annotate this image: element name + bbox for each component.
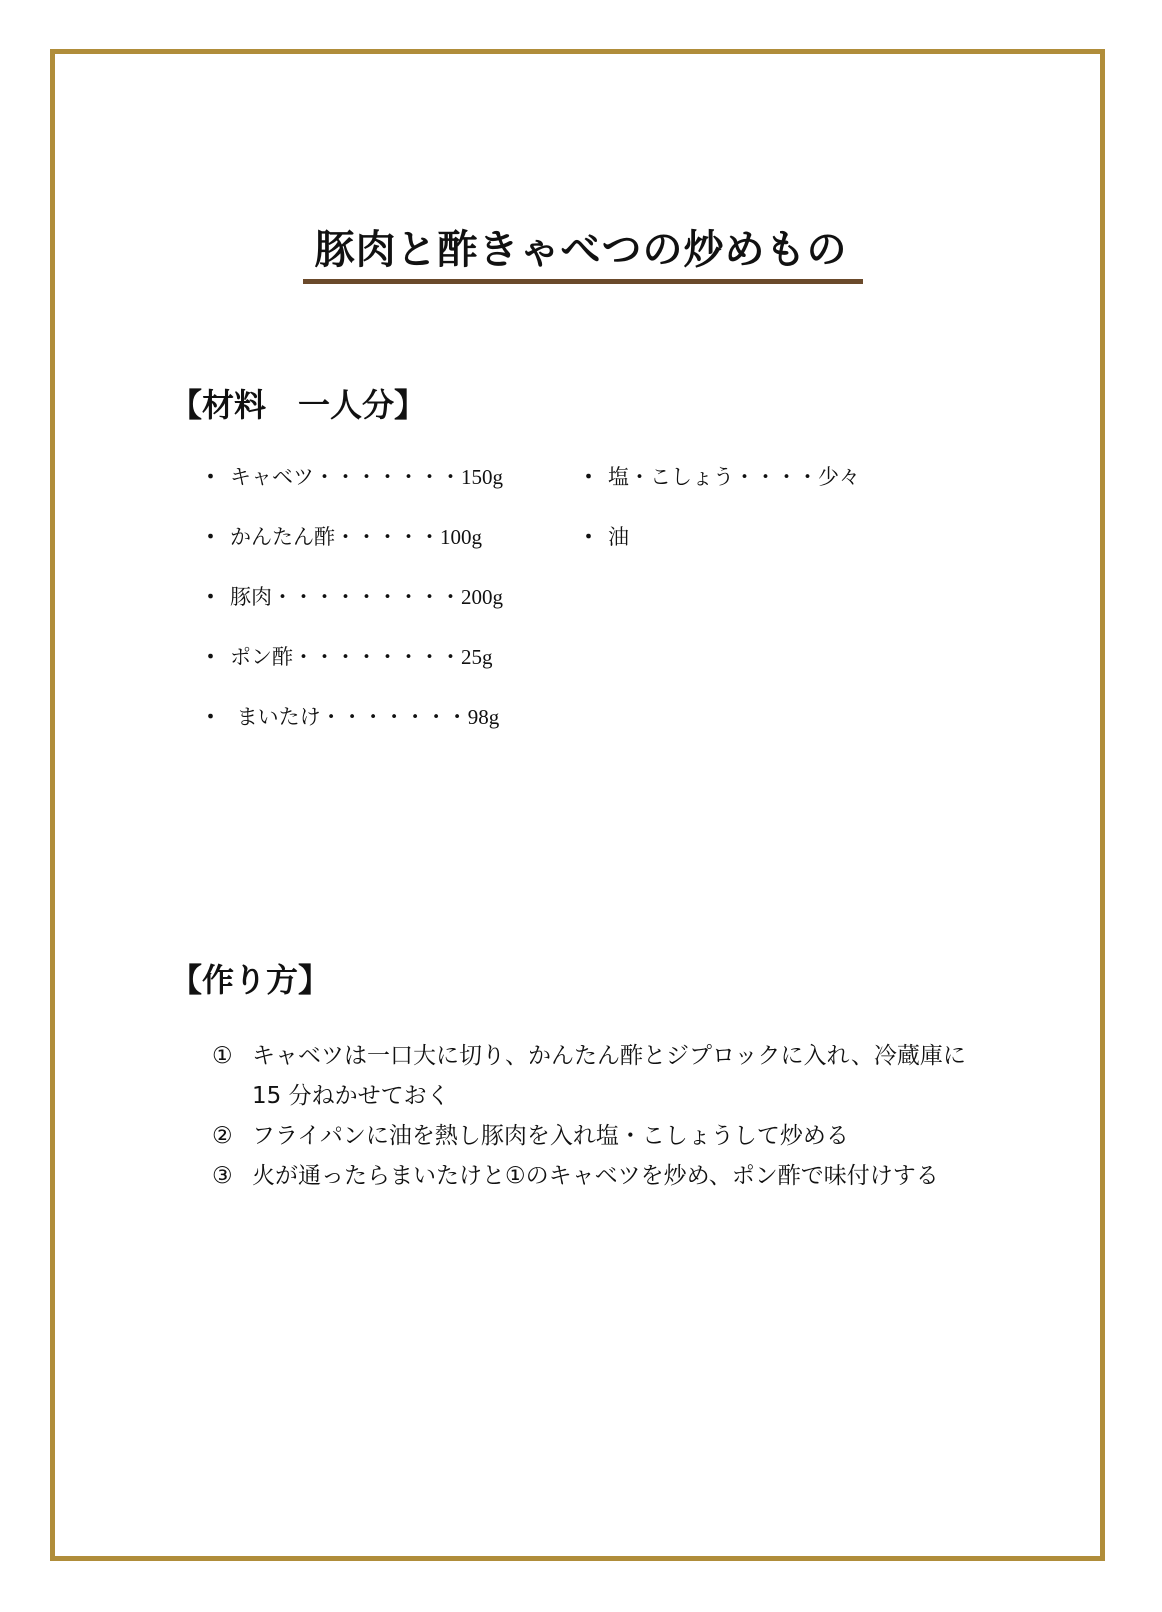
materials-heading: 【材料 一人分】 bbox=[170, 386, 427, 424]
step-number: ③ bbox=[212, 1163, 233, 1189]
ingredient-item bbox=[200, 462, 503, 522]
ingredient-quantity: 150g bbox=[461, 465, 503, 489]
step-text: 火が通ったらまいたけと①のキャベツを炒め、ポン酢で味付けする bbox=[252, 1163, 939, 1189]
bullet-icon: ・ bbox=[200, 705, 221, 729]
ingredient-name: ポン酢・・・・・・・・ bbox=[230, 645, 461, 669]
ingredient-item bbox=[200, 642, 503, 702]
page-border-frame bbox=[50, 49, 1105, 1561]
bullet-icon: ・ bbox=[200, 645, 221, 669]
recipe-title: 豚肉と酢きゃべつの炒めもの bbox=[314, 227, 848, 273]
ingredient-name: かんたん酢・・・・・ bbox=[230, 525, 440, 549]
method-heading: 【作り方】 bbox=[170, 961, 331, 999]
ingredient-name: 油 bbox=[608, 525, 629, 549]
bullet-icon: ・ bbox=[200, 585, 221, 609]
step-text: フライパンに油を熱し豚肉を入れ塩・こしょうして炒める bbox=[252, 1123, 849, 1149]
ingredient-name: 豚肉・・・・・・・・・ bbox=[230, 585, 461, 609]
ingredient-item bbox=[200, 522, 503, 582]
ingredient-list-left bbox=[200, 462, 503, 762]
method-steps-list bbox=[212, 1036, 992, 1196]
bullet-icon: ・ bbox=[200, 525, 221, 549]
ingredient-quantity: 200g bbox=[461, 585, 503, 609]
bullet-icon: ・ bbox=[578, 525, 599, 549]
method-step bbox=[212, 1116, 992, 1156]
step-number: ① bbox=[212, 1043, 233, 1069]
ingredient-item bbox=[578, 462, 860, 522]
bullet-icon: ・ bbox=[578, 465, 599, 489]
ingredient-name: まいたけ・・・・・・・ bbox=[230, 705, 468, 729]
method-step bbox=[212, 1036, 992, 1116]
ingredient-list-right bbox=[578, 462, 860, 582]
ingredient-quantity: 25g bbox=[461, 645, 493, 669]
bullet-icon: ・ bbox=[200, 465, 221, 489]
method-step bbox=[212, 1156, 992, 1196]
step-text: キャベツは一口大に切り、かんたん酢とジプロックに入れ、冷蔵庫に 15 分ねかせておく bbox=[252, 1043, 966, 1109]
ingredient-name: キャベツ・・・・・・・ bbox=[230, 465, 461, 489]
ingredient-item bbox=[578, 522, 860, 582]
ingredient-quantity: 100g bbox=[440, 525, 482, 549]
ingredient-item bbox=[200, 582, 503, 642]
ingredient-quantity: 98g bbox=[467, 705, 500, 729]
step-number: ② bbox=[212, 1123, 233, 1149]
ingredient-name: 塩・こしょう・・・・少々 bbox=[608, 465, 860, 489]
ingredient-item bbox=[200, 702, 503, 762]
title-underline bbox=[303, 279, 863, 284]
